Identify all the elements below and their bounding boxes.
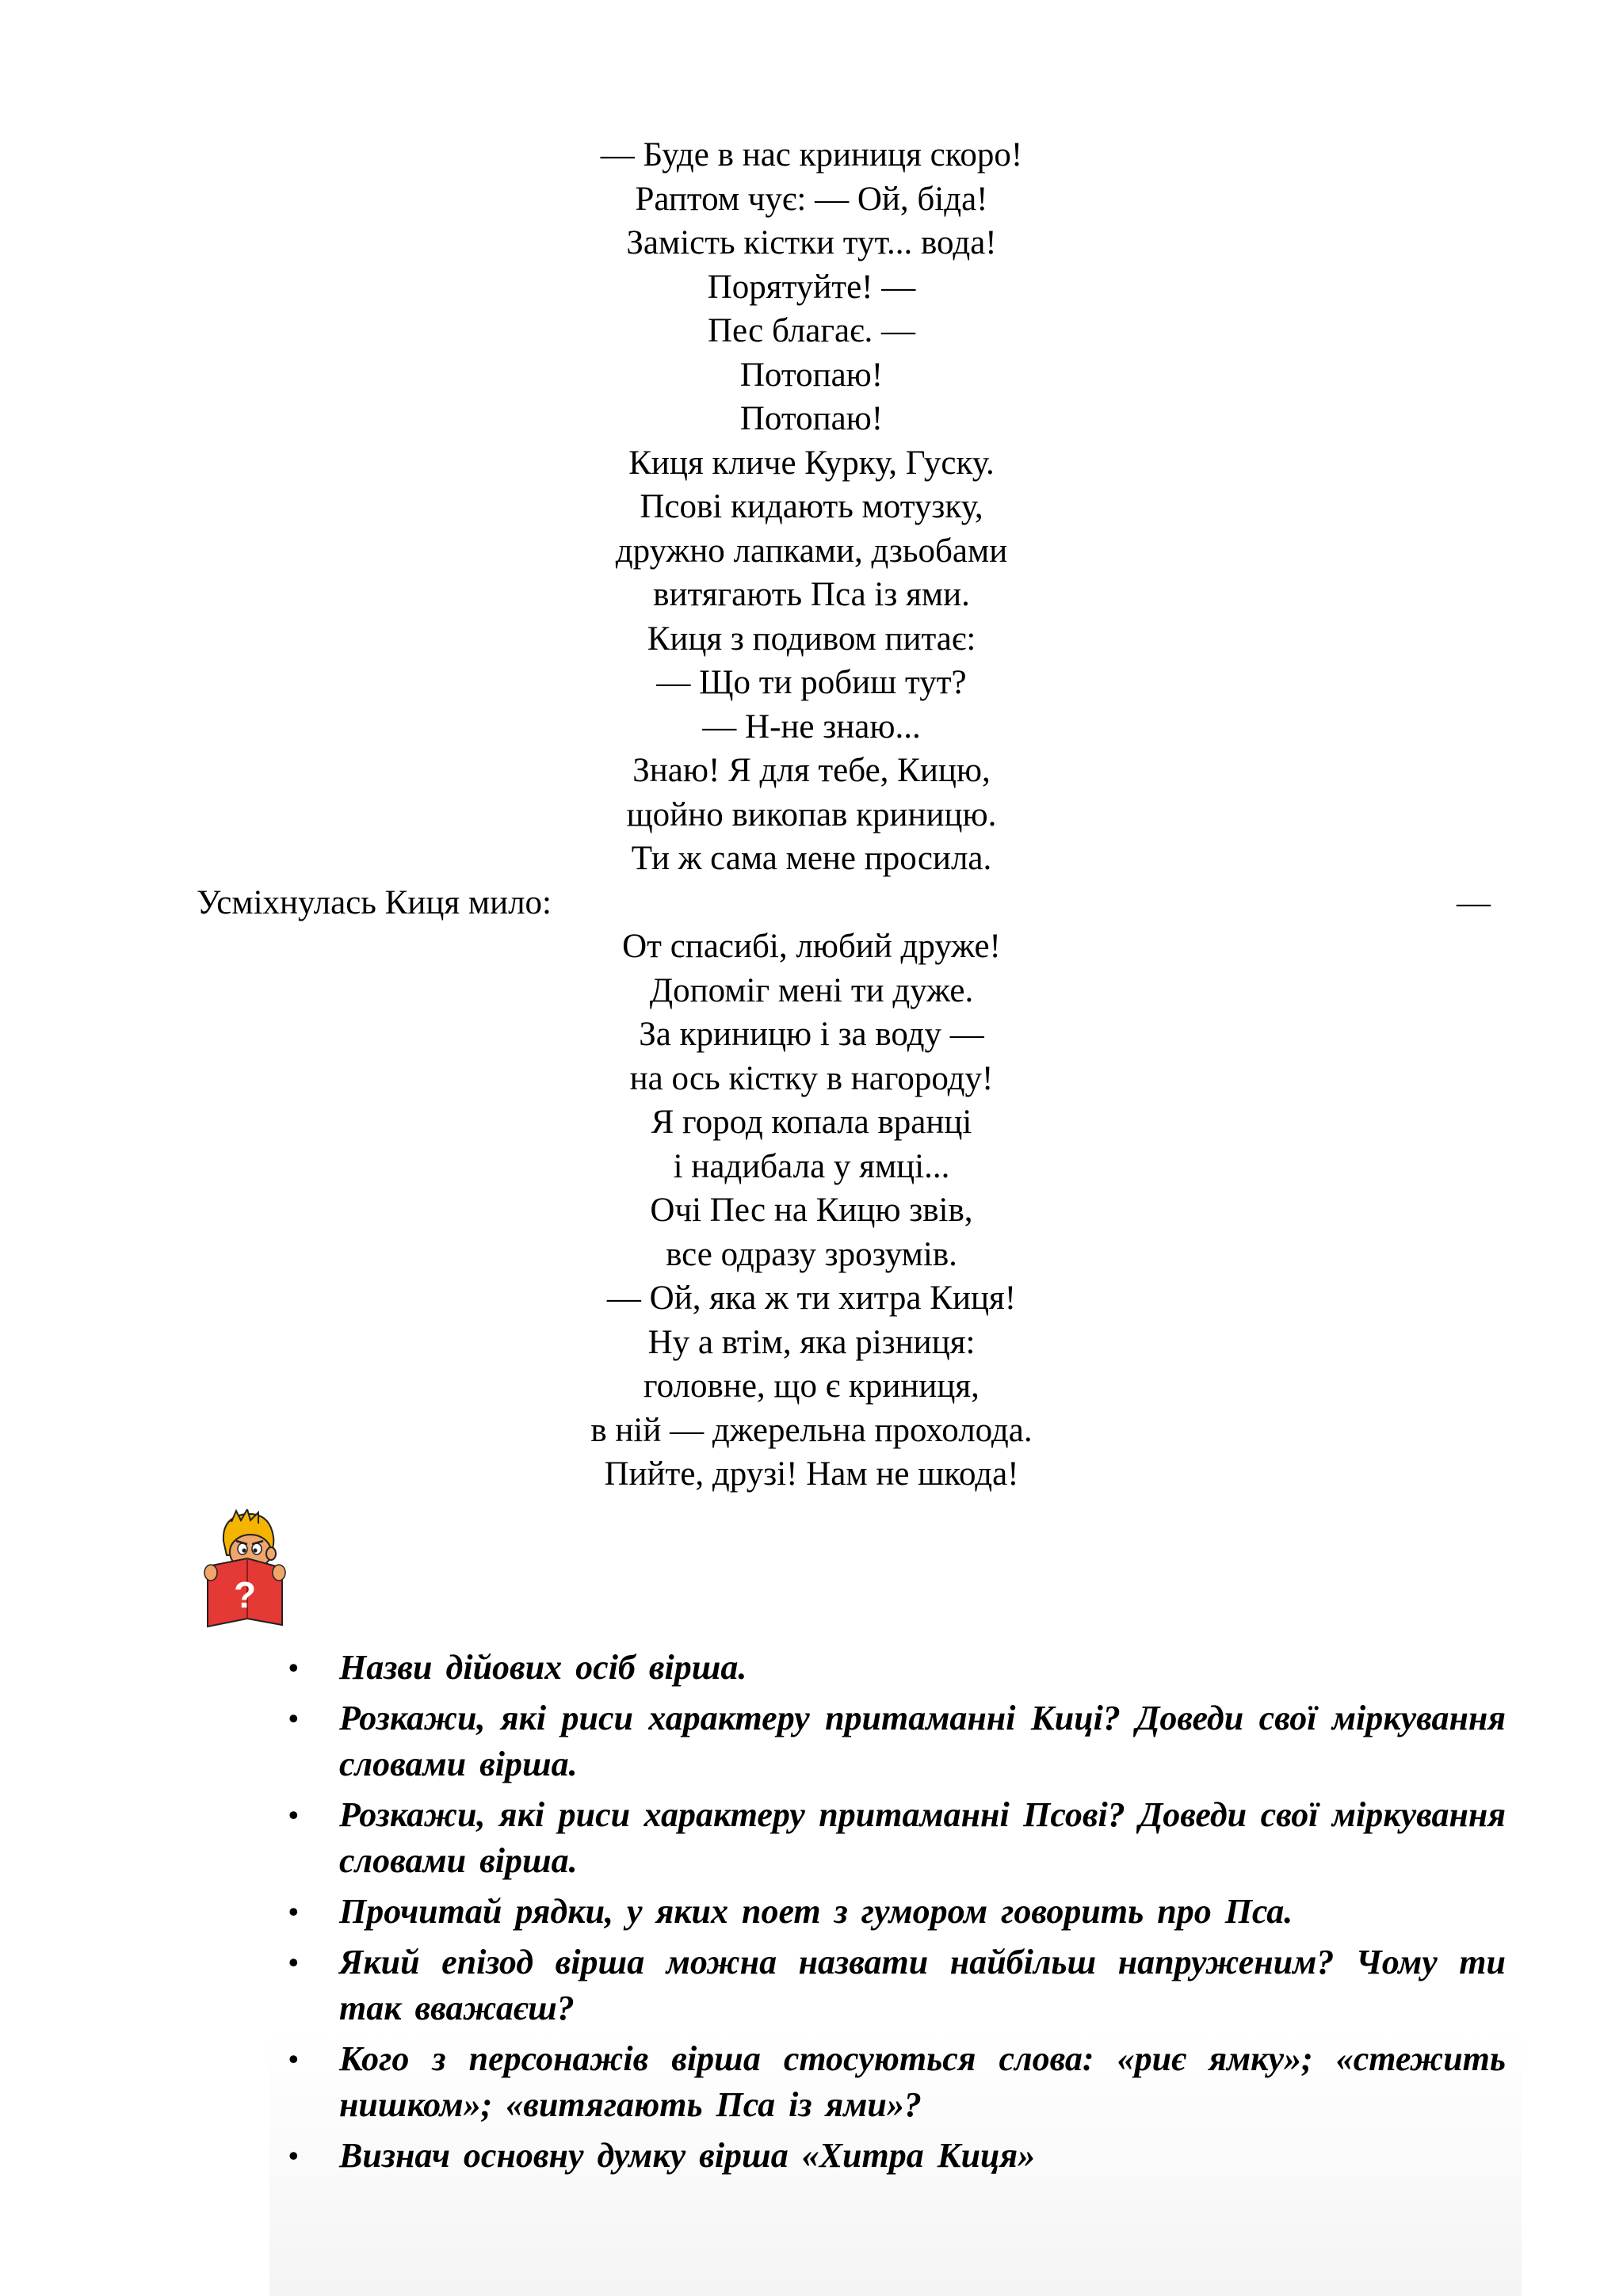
bullet-icon: • bbox=[288, 2043, 299, 2075]
question-text: Прочитай рядки, у яких поет з гумором говорить про Пса. bbox=[339, 1892, 1293, 1931]
question-item bbox=[0, 1889, 1623, 1935]
question-item bbox=[0, 1645, 1623, 1691]
poem-line-justified bbox=[0, 881, 1623, 925]
question-text: Який епізод вірша можна назвати найбільш напруженим? Чому ти так вважаєш? bbox=[339, 1943, 1506, 2027]
poem-line: За криницю і за воду — bbox=[639, 1016, 984, 1053]
poem-line: Киця з подивом питає: bbox=[647, 620, 976, 658]
poem-line: дружно лапками, дзьобами bbox=[615, 532, 1008, 570]
question-item bbox=[0, 1695, 1623, 1787]
svg-text:?: ? bbox=[233, 1574, 257, 1615]
bullet-icon: • bbox=[288, 1947, 299, 1978]
bullet-icon: • bbox=[288, 1799, 299, 1831]
question-text: Визнач основну думку вірша «Хитра Киця» bbox=[339, 2136, 1036, 2175]
poem-line: Псові кидають мотузку, bbox=[640, 488, 983, 525]
question-item bbox=[0, 2036, 1623, 2128]
bullet-icon: • bbox=[288, 1703, 299, 1734]
poem-line: Потопаю! bbox=[739, 400, 884, 437]
bullet-icon: • bbox=[288, 1652, 299, 1684]
questions-list bbox=[0, 1645, 1623, 2183]
question-item bbox=[0, 2133, 1623, 2179]
poem-line: Потопаю! bbox=[739, 356, 884, 394]
question-text: Розкажи, які риси характеру притаманні Киці? Доведи свої міркування словами вірша. bbox=[339, 1699, 1506, 1783]
poem-line: — Буде в нас криниця скоро! bbox=[600, 136, 1023, 174]
poem-line-left-part: Усміхнулась Киця мило: bbox=[197, 883, 552, 921]
bullet-icon: • bbox=[288, 2140, 299, 2172]
poem-line: все одразу зрозумів. bbox=[666, 1235, 957, 1273]
poem-line: Раптом чує: — Ой, біда! bbox=[635, 180, 988, 218]
poem-line: в ній — джерельна прохолода. bbox=[590, 1411, 1033, 1449]
poem-line: і надибала у ямці... bbox=[673, 1147, 950, 1185]
poem-line: Ну а втім, яка різниця: bbox=[647, 1323, 976, 1361]
poem-line: Очі Пес на Кицю звів, bbox=[650, 1192, 973, 1229]
poem-line: — Що ти робиш тут? bbox=[656, 664, 967, 701]
question-text: Розкажи, які риси характеру притаманні Псові? Доведи свої міркування словами вірша. bbox=[339, 1795, 1506, 1880]
poem-line: — Н-не знаю... bbox=[702, 707, 921, 746]
poem-line: Киця кличе Курку, Гуску. bbox=[628, 444, 995, 482]
question-item bbox=[0, 1939, 1623, 2031]
poem-line: — Ой, яка ж ти хитра Киця! bbox=[606, 1280, 1017, 1317]
question-text: Назви дійових осіб вірша. bbox=[339, 1648, 747, 1687]
poem-line: Я город копала вранці bbox=[651, 1104, 972, 1141]
poem-line: Порятуйте! — bbox=[707, 268, 916, 306]
poem-line: От спасибі, любий друже! bbox=[622, 928, 1001, 965]
question-text: Кого з персонажів вірша стосуються слова: «риє ямку»; «стежить нишком»; «витягають Пса із ями»? bbox=[339, 2039, 1506, 2124]
poem-line-dash: — bbox=[1457, 883, 1491, 921]
poem-line: Замість кістки тут... вода! bbox=[626, 224, 997, 261]
question-item bbox=[0, 1792, 1623, 1884]
poem-line: Ти ж сама мене просила. bbox=[631, 840, 992, 877]
poem-line: щойно викопав криницю. bbox=[626, 795, 997, 833]
poem-line: витягають Пса із ями. bbox=[653, 576, 970, 613]
poem-line: Допоміг мені ти дуже. bbox=[649, 971, 974, 1009]
reader-with-question-book-icon bbox=[200, 1509, 288, 1628]
bullet-icon: • bbox=[288, 1896, 299, 1928]
poem-line: на ось кістку в нагороду! bbox=[629, 1059, 994, 1097]
poem-line: головне, що є криниця, bbox=[643, 1367, 980, 1405]
poem bbox=[0, 133, 1623, 1497]
poem-line: Знаю! Я для тебе, Кицю, bbox=[632, 752, 991, 789]
poem-line: Пийте, друзі! Нам не шкода! bbox=[604, 1455, 1019, 1493]
poem-line: Пес благає. — bbox=[707, 312, 916, 349]
